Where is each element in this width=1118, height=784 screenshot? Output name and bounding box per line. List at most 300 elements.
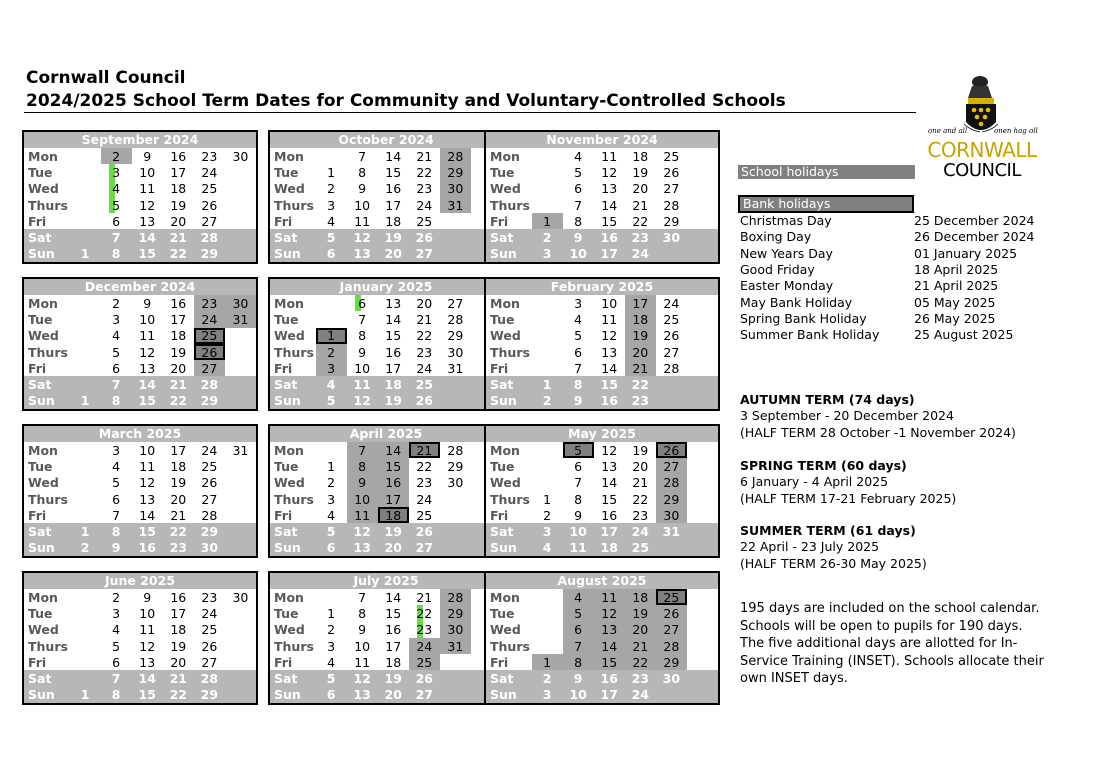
day-cell: 2 bbox=[70, 540, 101, 556]
day-cell bbox=[70, 295, 101, 311]
day-cell: 1 bbox=[70, 393, 101, 409]
day-label: Mon bbox=[28, 589, 58, 605]
day-cell: 27 bbox=[656, 622, 687, 638]
day-cell: 25 bbox=[201, 622, 218, 638]
day-cell: 31 bbox=[447, 360, 464, 376]
day-cell: 16 bbox=[170, 589, 187, 605]
day-cell: 20 bbox=[625, 344, 656, 360]
day-cell: 26 bbox=[656, 605, 687, 621]
logo-line2: COUNCIL bbox=[943, 160, 1021, 181]
day-cell: 6 bbox=[316, 246, 347, 262]
day-cell: 10 bbox=[601, 295, 618, 311]
day-label: Thurs bbox=[28, 197, 68, 213]
day-cell: 26 bbox=[201, 475, 218, 491]
day-cell: 29 bbox=[194, 687, 225, 703]
day-cell: 8 bbox=[358, 605, 367, 621]
day-cell: 28 bbox=[201, 507, 218, 523]
day-cell: 8 bbox=[358, 328, 367, 344]
day-cell: 20 bbox=[170, 491, 187, 507]
day-cell: 25 bbox=[416, 213, 433, 229]
day-cell: 13 bbox=[601, 344, 618, 360]
day-cell bbox=[687, 507, 718, 523]
day-cell: 11 bbox=[594, 589, 625, 605]
day-label: Fri bbox=[274, 213, 293, 229]
day-cell: 10 bbox=[354, 197, 371, 213]
day-cell: 9 bbox=[347, 475, 378, 491]
day-cell: 14 bbox=[132, 376, 163, 392]
day-cell: 16 bbox=[170, 148, 187, 164]
day-cell: 1 bbox=[70, 246, 101, 262]
day-cell: 23 bbox=[632, 507, 649, 523]
month-title: September 2024 bbox=[24, 132, 256, 148]
day-cell bbox=[440, 523, 471, 539]
day-cell: 4 bbox=[563, 589, 594, 605]
day-cell: 24 bbox=[409, 638, 440, 654]
day-cell: 21 bbox=[170, 507, 187, 523]
day-cell: 9 bbox=[563, 229, 594, 245]
bank-holiday-name: Spring Bank Holiday bbox=[740, 310, 867, 326]
day-cell bbox=[225, 360, 256, 376]
day-cell: 5 bbox=[112, 638, 121, 654]
day-label: Fri bbox=[490, 213, 509, 229]
day-cell: 2 bbox=[112, 589, 121, 605]
day-label: Sun bbox=[486, 540, 532, 556]
day-cell: 20 bbox=[416, 295, 433, 311]
day-cell bbox=[70, 376, 101, 392]
day-cell: 7 bbox=[358, 311, 367, 327]
day-cell bbox=[316, 589, 347, 605]
day-cell bbox=[532, 442, 563, 458]
day-cell: 5 bbox=[563, 605, 594, 621]
day-cell: 14 bbox=[385, 589, 402, 605]
day-cell bbox=[532, 344, 563, 360]
day-label: Wed bbox=[274, 475, 305, 491]
day-cell: 15 bbox=[601, 213, 618, 229]
day-cell: 14 bbox=[601, 475, 618, 491]
day-cell: 12 bbox=[347, 523, 378, 539]
day-label: Mon bbox=[28, 295, 58, 311]
day-cell: 7 bbox=[574, 360, 583, 376]
day-cell bbox=[687, 458, 718, 474]
day-cell: 4 bbox=[316, 376, 347, 392]
day-label: Wed bbox=[490, 181, 521, 197]
day-label: Fri bbox=[28, 507, 47, 523]
day-cell: 12 bbox=[139, 475, 156, 491]
day-cell: 23 bbox=[163, 540, 194, 556]
day-cell: 22 bbox=[416, 328, 433, 344]
day-cell: 27 bbox=[409, 540, 440, 556]
day-cell bbox=[225, 687, 256, 703]
day-cell bbox=[70, 197, 101, 213]
day-cell bbox=[656, 687, 687, 703]
day-cell: 22 bbox=[625, 654, 656, 670]
day-cell: 20 bbox=[378, 687, 409, 703]
day-cell: 1 bbox=[327, 164, 336, 180]
day-cell: 24 bbox=[201, 442, 218, 458]
day-label: Thurs bbox=[274, 638, 314, 654]
day-cell bbox=[70, 328, 101, 344]
day-cell: 19 bbox=[170, 638, 187, 654]
day-cell: 3 bbox=[327, 197, 336, 213]
day-cell: 17 bbox=[170, 442, 187, 458]
day-cell bbox=[687, 148, 718, 164]
day-cell: 16 bbox=[594, 670, 625, 686]
day-cell: 11 bbox=[139, 328, 156, 344]
month-calendar bbox=[268, 130, 504, 264]
term-half: (HALF TERM 17-21 February 2025) bbox=[740, 490, 957, 506]
day-cell bbox=[316, 295, 347, 311]
day-cell bbox=[687, 246, 718, 262]
day-cell bbox=[656, 376, 687, 392]
day-label: Wed bbox=[28, 181, 59, 197]
day-cell: 13 bbox=[601, 458, 618, 474]
day-cell: 29 bbox=[440, 164, 471, 180]
day-cell: 10 bbox=[139, 311, 156, 327]
day-label: Sat bbox=[24, 229, 70, 245]
day-label: Sat bbox=[270, 523, 316, 539]
day-cell bbox=[440, 246, 471, 262]
day-cell bbox=[532, 181, 563, 197]
day-cell: 17 bbox=[385, 638, 402, 654]
day-cell: 29 bbox=[447, 458, 464, 474]
day-cell: 6 bbox=[112, 360, 121, 376]
day-cell: 1 bbox=[543, 491, 552, 507]
day-cell: 13 bbox=[347, 246, 378, 262]
day-cell: 14 bbox=[378, 442, 409, 458]
day-cell: 17 bbox=[594, 687, 625, 703]
day-cell: 23 bbox=[416, 181, 433, 197]
day-cell: 3 bbox=[574, 295, 583, 311]
day-cell: 12 bbox=[601, 442, 618, 458]
day-cell bbox=[440, 491, 471, 507]
day-cell: 2 bbox=[327, 622, 336, 638]
day-cell: 26 bbox=[201, 638, 218, 654]
day-label: Tue bbox=[274, 311, 299, 327]
day-cell: 9 bbox=[143, 295, 152, 311]
day-cell: 5 bbox=[316, 670, 347, 686]
day-cell: 13 bbox=[139, 360, 156, 376]
day-cell: 14 bbox=[132, 229, 163, 245]
day-cell: 17 bbox=[594, 246, 625, 262]
day-cell: 8 bbox=[347, 458, 378, 474]
day-cell bbox=[70, 311, 101, 327]
day-cell: 9 bbox=[574, 507, 583, 523]
day-cell: 18 bbox=[625, 311, 656, 327]
day-cell: 2 bbox=[112, 295, 121, 311]
day-cell bbox=[70, 475, 101, 491]
day-cell bbox=[70, 622, 101, 638]
day-label: Wed bbox=[274, 328, 305, 344]
day-cell: 20 bbox=[625, 622, 656, 638]
day-cell: 15 bbox=[132, 687, 163, 703]
day-label: Sun bbox=[486, 246, 532, 262]
bank-holiday-date: 25 December 2024 bbox=[914, 213, 1035, 228]
day-cell bbox=[440, 376, 471, 392]
month-calendar bbox=[268, 571, 504, 705]
day-cell: 21 bbox=[625, 360, 656, 376]
council-logo bbox=[920, 72, 1050, 182]
day-cell: 30 bbox=[656, 507, 687, 523]
day-cell: 19 bbox=[170, 475, 187, 491]
day-cell: 27 bbox=[201, 491, 218, 507]
day-label: Fri bbox=[274, 360, 293, 376]
bank-holiday-date: 01 January 2025 bbox=[914, 245, 1018, 261]
day-cell: 28 bbox=[440, 589, 471, 605]
day-cell: 17 bbox=[385, 197, 402, 213]
day-cell: 2 bbox=[101, 148, 132, 164]
day-cell: 15 bbox=[132, 393, 163, 409]
day-cell: 15 bbox=[385, 164, 402, 180]
day-cell: 8 bbox=[574, 491, 583, 507]
day-label: Tue bbox=[490, 164, 515, 180]
day-label: Tue bbox=[28, 458, 53, 474]
day-label: Sun bbox=[270, 540, 316, 556]
day-cell: 30 bbox=[447, 344, 464, 360]
day-cell: 26 bbox=[663, 164, 680, 180]
day-label: Thurs bbox=[274, 344, 314, 360]
day-cell bbox=[440, 540, 471, 556]
day-cell: 7 bbox=[112, 507, 121, 523]
day-cell: 1 bbox=[327, 458, 336, 474]
day-cell bbox=[225, 393, 256, 409]
day-cell bbox=[532, 148, 563, 164]
day-cell bbox=[225, 523, 256, 539]
day-cell bbox=[225, 507, 256, 523]
day-cell: 17 bbox=[625, 295, 656, 311]
month-calendar bbox=[268, 277, 504, 411]
day-cell bbox=[532, 589, 563, 605]
day-cell: 23 bbox=[201, 148, 218, 164]
day-label: Sun bbox=[24, 687, 70, 703]
day-cell: 26 bbox=[409, 229, 440, 245]
day-cell: 21 bbox=[163, 376, 194, 392]
day-cell: 18 bbox=[385, 654, 402, 670]
day-cell: 4 bbox=[574, 148, 583, 164]
day-cell bbox=[687, 670, 718, 686]
day-cell: 30 bbox=[225, 295, 256, 311]
day-cell: 3 bbox=[316, 360, 347, 376]
bank-holiday-name: New Years Day bbox=[740, 245, 833, 261]
day-label: Wed bbox=[28, 328, 59, 344]
day-cell bbox=[316, 442, 347, 458]
day-cell: 14 bbox=[601, 197, 618, 213]
day-label: Thurs bbox=[28, 344, 68, 360]
day-label: Mon bbox=[274, 442, 304, 458]
day-cell: 13 bbox=[139, 213, 156, 229]
day-cell bbox=[70, 638, 101, 654]
day-label: Fri bbox=[28, 654, 47, 670]
day-label: Tue bbox=[490, 458, 515, 474]
term-half: (HALF TERM 26-30 May 2025) bbox=[740, 555, 927, 571]
day-cell: 20 bbox=[170, 654, 187, 670]
day-cell bbox=[225, 197, 256, 213]
day-cell: 25 bbox=[409, 376, 440, 392]
day-cell: 5 bbox=[574, 164, 583, 180]
month-title: January 2025 bbox=[270, 279, 502, 295]
day-label: Tue bbox=[274, 458, 299, 474]
day-cell: 17 bbox=[378, 491, 409, 507]
day-cell: 20 bbox=[378, 540, 409, 556]
day-cell: 14 bbox=[601, 360, 618, 376]
day-cell: 15 bbox=[385, 605, 402, 621]
day-cell: 11 bbox=[139, 181, 156, 197]
month-title: November 2024 bbox=[486, 132, 718, 148]
bank-holiday-date: 26 May 2025 bbox=[914, 310, 996, 326]
day-cell: 31 bbox=[225, 311, 256, 327]
day-label: Tue bbox=[28, 164, 53, 180]
day-cell: 25 bbox=[656, 589, 687, 605]
day-cell: 9 bbox=[143, 589, 152, 605]
logo-motto-left: one and all bbox=[928, 127, 968, 135]
day-cell: 27 bbox=[663, 344, 680, 360]
day-cell bbox=[687, 328, 718, 344]
day-cell: 23 bbox=[416, 475, 433, 491]
day-cell: 27 bbox=[194, 360, 225, 376]
day-cell: 25 bbox=[201, 458, 218, 474]
day-cell: 25 bbox=[194, 328, 225, 344]
day-cell bbox=[70, 213, 101, 229]
day-cell: 19 bbox=[378, 523, 409, 539]
day-cell: 26 bbox=[663, 328, 680, 344]
day-cell bbox=[225, 213, 256, 229]
day-cell bbox=[225, 540, 256, 556]
day-cell: 7 bbox=[101, 229, 132, 245]
day-cell bbox=[532, 475, 563, 491]
day-cell bbox=[687, 687, 718, 703]
day-cell bbox=[70, 181, 101, 197]
day-cell: 5 bbox=[316, 393, 347, 409]
day-cell bbox=[656, 540, 687, 556]
day-cell: 26 bbox=[409, 670, 440, 686]
day-cell: 19 bbox=[625, 605, 656, 621]
day-cell bbox=[225, 670, 256, 686]
day-label: Mon bbox=[274, 295, 304, 311]
day-cell bbox=[70, 442, 101, 458]
day-cell: 26 bbox=[409, 393, 440, 409]
day-label: Sat bbox=[270, 376, 316, 392]
month-calendar bbox=[484, 277, 720, 411]
day-cell: 16 bbox=[594, 393, 625, 409]
day-cell bbox=[687, 605, 718, 621]
day-cell bbox=[656, 246, 687, 262]
day-cell: 2 bbox=[532, 393, 563, 409]
day-cell: 9 bbox=[101, 540, 132, 556]
day-cell: 6 bbox=[574, 458, 583, 474]
bank-holiday-date: 18 April 2025 bbox=[914, 261, 999, 277]
day-cell bbox=[440, 213, 471, 229]
day-cell: 30 bbox=[440, 622, 471, 638]
day-cell: 15 bbox=[601, 491, 618, 507]
day-cell: 30 bbox=[232, 589, 249, 605]
day-cell bbox=[687, 311, 718, 327]
day-cell: 7 bbox=[347, 442, 378, 458]
day-cell bbox=[70, 589, 101, 605]
day-label: Mon bbox=[490, 148, 520, 164]
day-cell: 22 bbox=[163, 523, 194, 539]
day-cell: 3 bbox=[112, 442, 121, 458]
day-cell: 19 bbox=[632, 164, 649, 180]
day-cell: 28 bbox=[440, 148, 471, 164]
day-cell: 8 bbox=[563, 654, 594, 670]
day-label: Thurs bbox=[28, 638, 68, 654]
day-cell: 24 bbox=[625, 687, 656, 703]
day-cell: 5 bbox=[112, 344, 121, 360]
day-cell: 19 bbox=[170, 197, 187, 213]
month-calendar bbox=[22, 130, 258, 264]
day-cell: 15 bbox=[594, 376, 625, 392]
day-cell: 11 bbox=[139, 622, 156, 638]
day-cell: 5 bbox=[316, 229, 347, 245]
day-cell bbox=[532, 197, 563, 213]
day-cell: 27 bbox=[663, 181, 680, 197]
day-cell: 3 bbox=[327, 638, 336, 654]
day-cell: 4 bbox=[327, 213, 336, 229]
month-calendar bbox=[268, 424, 504, 558]
day-cell: 11 bbox=[347, 376, 378, 392]
day-cell: 22 bbox=[416, 164, 433, 180]
title-underline bbox=[24, 112, 916, 113]
term-heading: AUTUMN TERM (74 days) bbox=[740, 392, 915, 407]
day-cell: 29 bbox=[194, 246, 225, 262]
day-cell: 13 bbox=[139, 654, 156, 670]
day-label: Tue bbox=[274, 605, 299, 621]
day-cell: 1 bbox=[532, 213, 563, 229]
day-label: Wed bbox=[274, 622, 305, 638]
day-cell: 22 bbox=[163, 687, 194, 703]
day-label: Sun bbox=[24, 246, 70, 262]
day-cell: 21 bbox=[632, 197, 649, 213]
day-label: Sun bbox=[486, 393, 532, 409]
day-label: Sun bbox=[24, 540, 70, 556]
day-cell: 13 bbox=[594, 622, 625, 638]
term-block bbox=[740, 392, 1016, 441]
day-cell: 11 bbox=[601, 311, 618, 327]
day-label: Wed bbox=[28, 475, 59, 491]
day-cell bbox=[687, 622, 718, 638]
day-cell: 6 bbox=[574, 181, 583, 197]
day-cell: 30 bbox=[447, 475, 464, 491]
day-cell: 21 bbox=[163, 670, 194, 686]
day-cell bbox=[532, 605, 563, 621]
day-cell: 11 bbox=[354, 213, 371, 229]
day-cell bbox=[687, 376, 718, 392]
day-cell: 7 bbox=[574, 197, 583, 213]
day-cell bbox=[70, 491, 101, 507]
day-cell: 9 bbox=[143, 148, 152, 164]
page-subtitle: 2024/2025 School Term Dates for Community and Voluntary-Controlled Schools bbox=[26, 91, 786, 111]
day-cell bbox=[532, 360, 563, 376]
day-cell: 28 bbox=[447, 442, 464, 458]
day-cell: 19 bbox=[378, 229, 409, 245]
day-cell: 6 bbox=[316, 687, 347, 703]
day-cell: 10 bbox=[347, 491, 378, 507]
day-cell: 21 bbox=[409, 442, 440, 458]
day-cell: 11 bbox=[347, 507, 378, 523]
day-cell: 9 bbox=[358, 344, 367, 360]
day-cell bbox=[687, 164, 718, 180]
month-title: February 2025 bbox=[486, 279, 718, 295]
day-label: Sun bbox=[270, 393, 316, 409]
day-cell: 9 bbox=[358, 181, 367, 197]
day-cell: 1 bbox=[327, 605, 336, 621]
term-dates: 6 January - 4 April 2025 bbox=[740, 474, 889, 490]
day-label: Wed bbox=[28, 622, 59, 638]
day-cell: 31 bbox=[440, 638, 471, 654]
bank-holiday-date: 05 May 2025 bbox=[914, 294, 996, 310]
day-label: Thurs bbox=[490, 638, 530, 654]
day-cell bbox=[532, 295, 563, 311]
bank-holiday-name: Easter Monday bbox=[740, 278, 834, 294]
